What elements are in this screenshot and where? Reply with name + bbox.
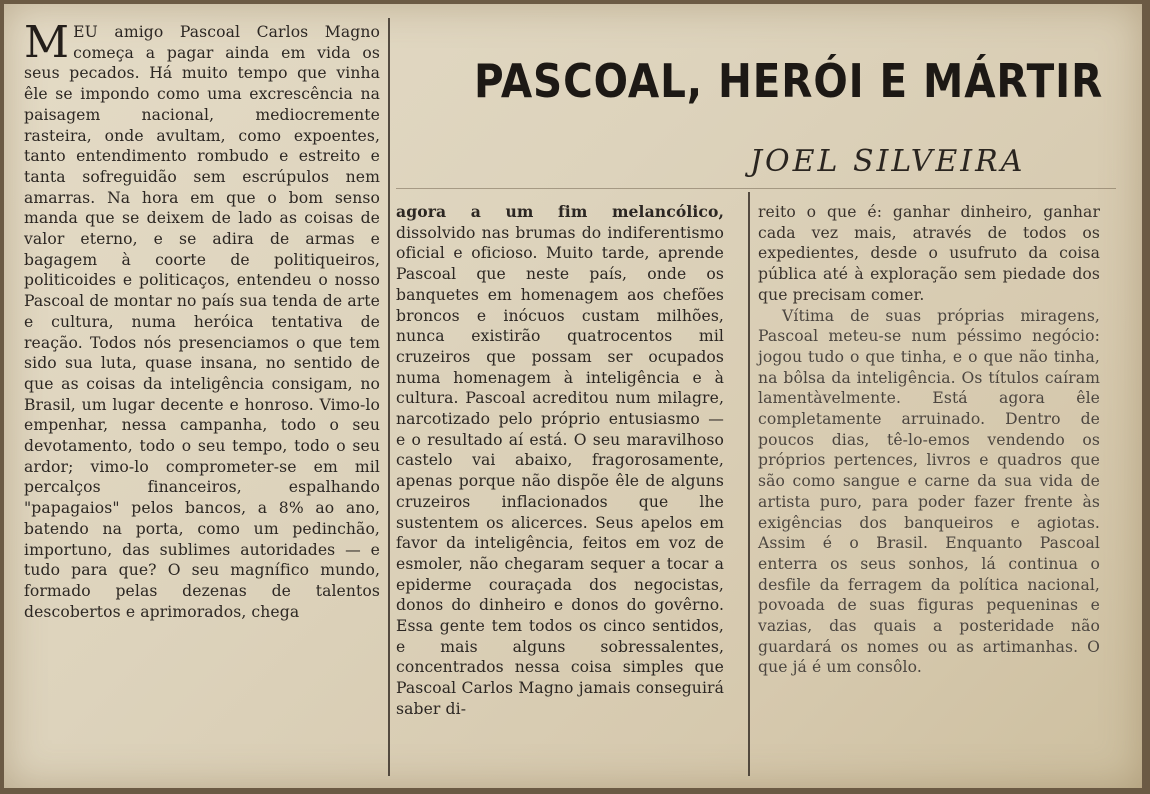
column-3-paragraph-2: Vítima de suas próprias miragens, Pascoal meteu-se num péssimo negócio: jogou tudo o que tinha, e o que não tinha, na bôlsa da inteligência. Os títulos caíram lamentàvelmente. Está agora êle completamente arruinado. Dentro de poucos dias, tê-lo-emos vendendo os próprios pertences, livros e quadros que são como sangue e carne da sua vida de artista puro, para poder fazer frente às exigências dos banqueiros e agiotas. Assim é o Brasil. Enquanto Pascoal enterra os seus sonhos, lá continua o desfile da ferragem da política nacional, povoada de suas figuras pequeninas e vazias, das quais a posteridade não guardará os nomes ou as artimanhas. O que já é um consôlo. [758, 306, 1100, 677]
article-byline: JOEL SILVEIRA [750, 144, 1026, 179]
article-column-1 [24, 17, 380, 622]
column-divider-2 [748, 192, 750, 776]
column-2-lead: agora a um fim melancólico, [396, 202, 724, 221]
column-divider-1 [388, 18, 390, 776]
column-2-paragraph [396, 202, 724, 720]
column-3-paragraph-1: reito o que é: ganhar dinheiro, ganhar cada vez mais, através de todos os expedientes, desde o usufruto da coisa pública até à exploração sem piedade dos que precisam comer. [758, 203, 1100, 304]
newspaper-clipping [4, 4, 1142, 788]
article-column-3 [758, 202, 1100, 678]
headline-divider [396, 188, 1116, 189]
article-column-2 [396, 202, 724, 720]
article-headline: PASCOAL, HERÓI E MÁRTIR [474, 54, 1104, 108]
drop-cap: M [24, 17, 70, 68]
opening-word-rest: EU [73, 23, 98, 41]
column-1-paragraph [24, 17, 380, 622]
column-1-text: amigo Pascoal Carlos Magno começa a pagar ainda em vida os seus pecados. Há muito tempo que vinha êle se impondo como uma excrescência na paisagem nacional, mediocremente rasteira, onde avultam, como expoentes, tanto entendimento rombudo e estreito e tanta sofreguidão sem escrúpulos nem amarras. Na hora em que o bom senso manda que se deixem de lado as coisas de valor eterno, e se adira de armas e bagagem à coorte de politiqueiros, politicoides e politicaços, entendeu o nosso Pascoal de montar no país sua tenda de arte e cultura, numa heróica tentativa de reação. Todos nós presenciamos o que tem sido sua luta, quase insana, no sentido de que as coisas da inteligência consigam, no Brasil, um lugar decente e honroso. Vimo-lo empenhar, nessa campanha, todo o seu devotamento, todo o seu tempo, todo o seu ardor; vimo-lo comprometer-se em mil percalços financeiros, espalhando "papagaios" pelos bancos, a 8% ao ano, batendo na porta, como um pedinchão, importuno, das sublimes autoridades — e tudo para que? O seu magnífico mundo, formado pelas dezenas de talentos descobertos e aprimorados, chega [24, 23, 380, 621]
column-2-text: dissolvido nas brumas do indiferentismo oficial e oficioso. Muito tarde, aprende Pascoal que neste país, onde os banquetes em homenagem aos chefões broncos e inócuos custam milhões, nunca existirão quatrocentos mil cruzeiros que possam ser ocupados numa homenagem à inteligência e à cultura. Pascoal acreditou num milagre, narcotizado pelo próprio entusiasmo — e o resultado aí está. O seu maravilhoso castelo vai abaixo, fragorosamente, apenas porque não dispõe êle de alguns cruzeiros inflacionados que lhe sustentem os alicerces. Seus apelos em favor da inteligência, feitos em voz de esmoler, não chegaram sequer a tocar a epiderme couraçada dos negocistas, donos do dinheiro e donos do govêrno. Essa gente tem todos os cinco sentidos, e mais alguns sobressalentes, concentrados nessa coisa simples que Pascoal Carlos Magno jamais conseguirá saber di- [396, 223, 724, 718]
